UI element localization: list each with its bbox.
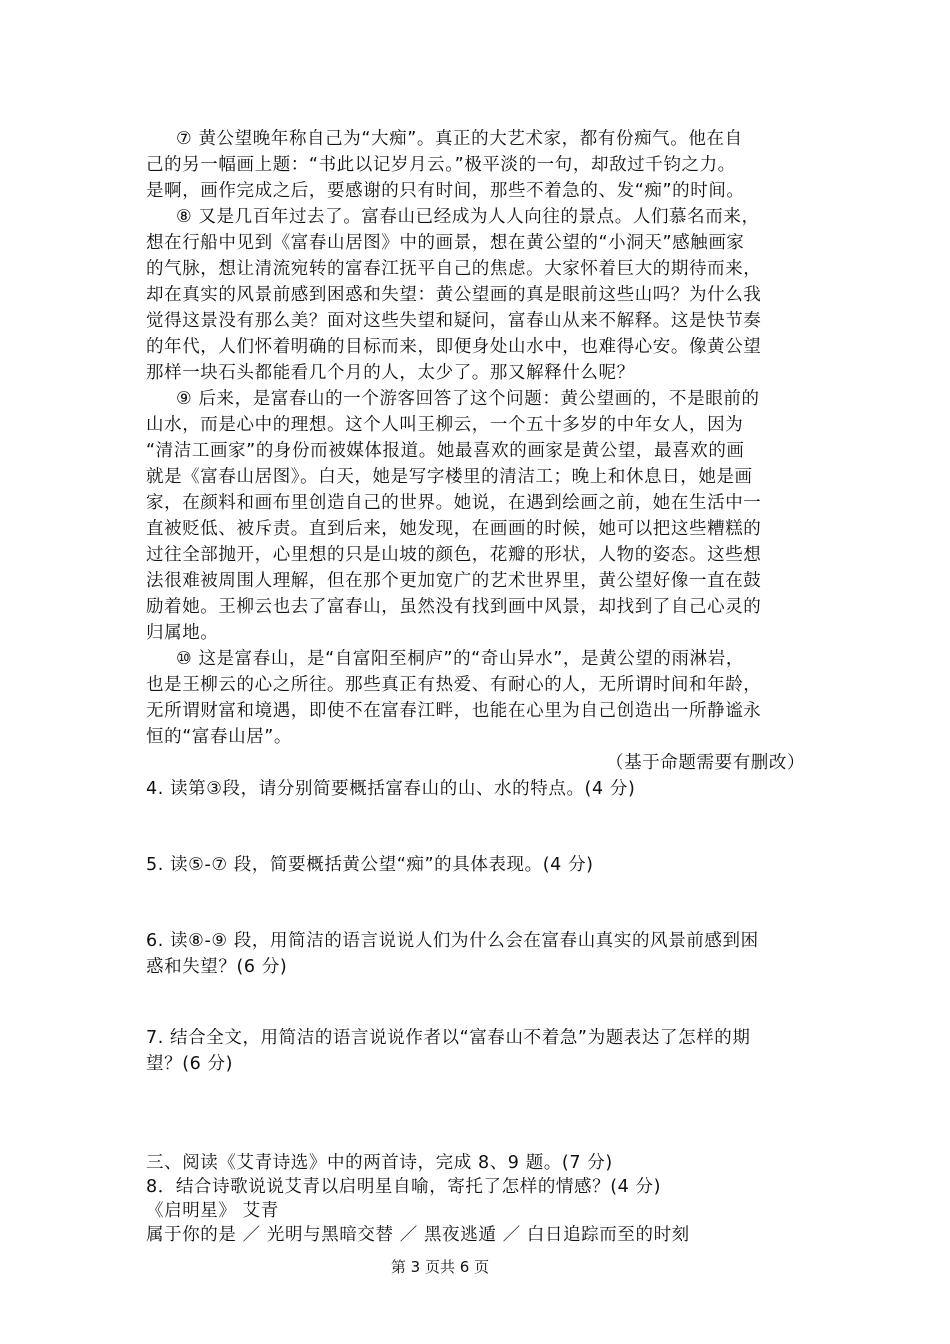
paragraph-9-line-10: 归属地。 <box>146 623 219 643</box>
paragraph-9-line-1: ⑨ 后来，是富春山的一个游客回答了这个问题：黄公望画的，不是眼前的 <box>176 389 760 409</box>
paragraph-9-line-7: 过往全部抛开，心里想的只是山坡的颜色，花瓣的形状，人物的姿态。这些想 <box>146 545 762 565</box>
question-4: 4. 读第③段，请分别简要概括富春山的山、水的特点。(4 分) <box>146 779 636 799</box>
paragraph-8-line-4: 却在真实的风景前感到困惑和失望：黄公望画的真是眼前这些山吗？为什么我 <box>146 285 762 305</box>
question-5: 5. 读⑤-⑦ 段，简要概括黄公望“痴”的具体表现。(4 分) <box>146 855 594 875</box>
paragraph-8-line-3: 的气脉，想让清流宛转的富春江抚平自己的焦虑。大家怀着巨大的期待而来， <box>146 259 762 279</box>
paragraph-10-line-4: 恒的“富春山居”。 <box>146 727 293 747</box>
question-8: 8．结合诗歌说说艾青以启明星自喻，寄托了怎样的情感？(4 分) <box>146 1177 662 1197</box>
question-7-line-1: 7. 结合全文，用简洁的语言说说作者以“富春山不着急”为题表达了怎样的期 <box>146 1028 751 1048</box>
paragraph-9-line-9: 励着她。王柳云也去了富春山，虽然没有找到画中风景，却找到了自己心灵的 <box>146 597 762 617</box>
paragraph-10-line-3: 无所谓财富和境遇，即使不在富春江畔，也能在心里为自己创造出一所静谧永 <box>146 701 762 721</box>
page-footer <box>0 1256 950 1278</box>
paragraph-8-line-2: 想在行船中见到《富春山居图》中的画景，想在黄公望的“小洞天”感触画家 <box>146 233 745 253</box>
paragraph-7-line-3: 是啊，画作完成之后，要感谢的只有时间，那些不着急的、发“痴”的时间。 <box>146 181 745 201</box>
question-7-line-2: 望？(6 分) <box>146 1054 234 1074</box>
paragraph-8-line-7: 那样一块石头都能看几个月的人，太少了。那又解释什么呢？ <box>146 363 635 383</box>
paragraph-7-line-1: ⑦ 黄公望晚年称自己为“大痴”。真正的大艺术家，都有份痴气。他在自 <box>176 129 743 149</box>
poem-title: 《启明星》 艾青 <box>146 1201 279 1221</box>
paragraph-9-line-3: “清洁工画家”的身份而被媒体报道。她最喜欢的画家是黄公望，最喜欢的画 <box>146 441 745 461</box>
paragraph-9-line-6: 直被贬低、被斥责。直到后来，她发现，在画画的时候，她可以把这些糟糕的 <box>146 519 762 539</box>
page-number: 第 3 页共 6 页 <box>390 1258 490 1276</box>
paragraph-8-line-6: 的年代，人们怀着明确的目标而来，即便身处山水中，也难得心安。像黄公望 <box>146 337 762 357</box>
paragraph-7-line-2: 己的另一幅画上题：“书此以记岁月云。”极平淡的一句，却敌过千钧之力。 <box>146 155 736 175</box>
adaptation-note: （基于命题需要有删改） <box>606 753 806 773</box>
question-6-line-2: 惑和失望？(6 分) <box>146 957 288 977</box>
paragraph-10-line-2: 也是王柳云的心之所往。那些真正有热爱、有耐心的人，无所谓时间和年龄， <box>146 675 762 695</box>
paragraph-9-line-8: 法很难被周围人理解，但在那个更加宽广的艺术世界里，黄公望好像一直在鼓 <box>146 571 762 591</box>
poem-line: 属于你的是 ／ 光明与黑暗交替 ／ 黑夜逃遁 ／ 白日追踪而至的时刻 <box>146 1225 690 1245</box>
paragraph-8-line-5: 觉得这景没有那么美？面对这些失望和疑问，富春山从来不解释。这是快节奏 <box>146 311 762 331</box>
section-3-heading: 三、阅读《艾青诗选》中的两首诗，完成 8、9 题。(7 分) <box>146 1153 613 1173</box>
paragraph-9-line-4: 就是《富春山居图》。白天，她是写字楼里的清洁工；晚上和休息日，她是画 <box>146 467 753 487</box>
paragraph-9-line-5: 家，在颜料和画布里创造自己的世界。她说，在遇到绘画之前，她在生活中一 <box>146 493 762 513</box>
question-6-line-1: 6. 读⑧-⑨ 段，用简洁的语言说说人们为什么会在富春山真实的风景前感到困 <box>146 931 759 951</box>
paragraph-9-line-2: 山水，而是心中的理想。这个人叫王柳云，一个五十多岁的中年女人，因为 <box>146 415 744 435</box>
paragraph-8-line-1: ⑧ 又是几百年过去了。富春山已经成为人人向往的景点。人们慕名而来， <box>176 207 760 227</box>
paragraph-10-line-1: ⑩ 这是富春山，是“自富阳至桐庐”的“奇山异水”，是黄公望的雨淋岩， <box>176 649 744 669</box>
